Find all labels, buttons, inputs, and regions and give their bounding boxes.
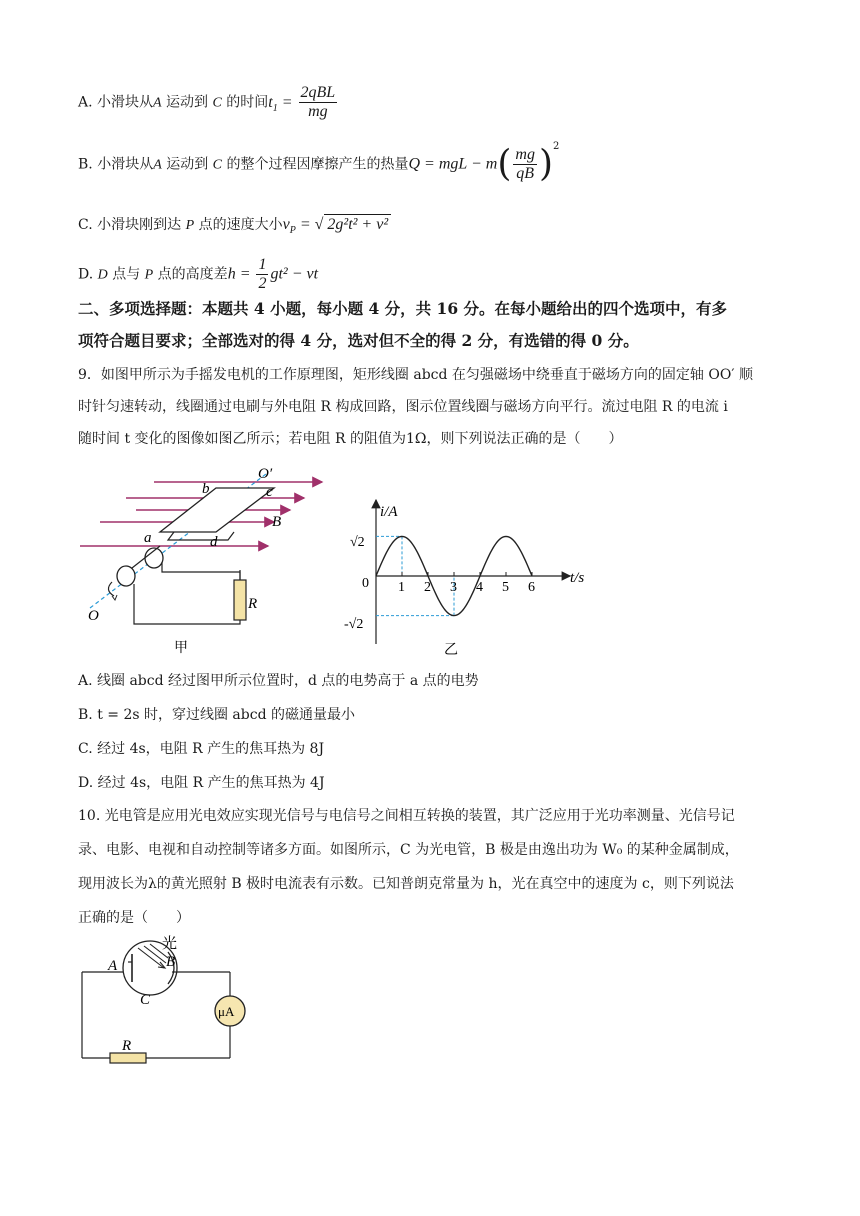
label-tube-c: C — [140, 992, 151, 1008]
slip-ring-1 — [117, 566, 135, 586]
q10-text-line-2: 录、电影、电视和自动控制等诸多方面。如图所示，C 为光电管，B 极是由逸出功为 W₀ 的某种金属制成， — [78, 842, 739, 858]
q8-option-b: B. 小滑块从A 运动到 C 的整个过程因摩擦产生的热量Q = mgL − m( $\frac{mg}{qB}$ )$^2$ — [78, 140, 560, 185]
q8-option-d: D. D 点与 P 点的高度差h = $\frac{1}{2}$ gt² − vt — [78, 256, 319, 292]
x-tick-label: 3 — [450, 580, 457, 595]
label-o: O — [88, 608, 99, 624]
label-b: b — [202, 481, 210, 497]
label-d: d — [210, 534, 218, 550]
resistor-r2 — [110, 1053, 146, 1063]
q10-text-line-1: 10. 光电管是应用光电效应实现光信号与电信号之间相互转换的装置，其广泛应用于光功率测量、光信号记 — [78, 808, 735, 824]
caption-jia: 甲 — [174, 641, 188, 656]
q10-text-line-3: 现用波长为λ的黄光照射 B 极时电流表有示数。已知普朗克常量为 h，光在真空中的速度为 c，则下列说法 — [78, 876, 734, 892]
label-c: c — [266, 484, 273, 500]
q9-text-line-2: 时针匀速转动，线圈通过电刷与外电阻 R 构成回路，图示位置线圈与磁场方向平行。流过电阻 R 的电流 i — [78, 399, 728, 415]
label-cathode-b: B — [166, 954, 176, 970]
q8-option-a: A. 小滑块从A 运动到 C 的时间$t_1$ = $\frac{\text{2qBL}}{mg}$ — [78, 84, 336, 120]
circuit-wire — [134, 570, 240, 624]
q9-text-line-1: 9．如图甲所示为手摇发电机的工作原理图，矩形线圈 abcd 在匀强磁场中绕垂直于磁场方向的固定轴 OO′ 顺 — [78, 367, 753, 383]
label-meter: μA — [218, 1004, 235, 1019]
label-r: R — [248, 596, 258, 612]
label-o-prime: O′ — [258, 466, 273, 482]
y-tick-top: √2 — [350, 535, 365, 550]
q8-option-c: C. 小滑块刚到达 P 点的速度大小$v_P$ = √ 2g²t² + v² — [78, 214, 391, 241]
x-tick-label: 5 — [502, 580, 509, 595]
x-tick-label: 6 — [528, 580, 535, 595]
label-anode-a: A — [108, 958, 118, 974]
x-tick-label: 1 — [398, 580, 405, 595]
q9-option-a: A. 线圈 abcd 经过图甲所示位置时，d 点的电势高于 a 点的电势 — [78, 673, 479, 689]
label-a: a — [144, 530, 152, 546]
x-tick-label: 2 — [424, 580, 431, 595]
y-tick-bottom: -√2 — [344, 617, 364, 632]
figure-jia-generator — [76, 460, 336, 660]
q9-text-line-3: 随时间 t 变化的图像如图乙所示；若电阻 R 的阻值为1Ω，则下列说法正确的是（ ） — [78, 431, 623, 447]
label-field-b: B — [272, 514, 282, 530]
q10-text-line-4: 正确的是（ ） — [78, 910, 190, 926]
resistor-r — [234, 580, 246, 620]
label-r-q10: R — [122, 1038, 132, 1054]
x-tick-label: 4 — [476, 580, 483, 595]
section-heading-line-1: 二、多项选择题：本题共 4 小题，每小题 4 分，共 16 分。在每小题给出的四个选项中，有多 — [78, 299, 728, 318]
q9-option-b: B. t = 2s 时，穿过线圈 abcd 的磁通量最小 — [78, 707, 355, 723]
q9-option-c: C. 经过 4s，电阻 R 产生的焦耳热为 8J — [78, 741, 325, 757]
x-axis-label: t/s — [570, 570, 585, 586]
origin-label: 0 — [362, 576, 369, 591]
label-light: 光 — [162, 936, 178, 952]
y-axis-label: i/A — [380, 504, 398, 520]
figure-photocell-circuit — [74, 932, 264, 1072]
section-heading-line-2: 项符合题目要求；全部选对的得 4 分，选对但不全的得 2 分，有选错的得 0 分。 — [78, 331, 639, 350]
q9-option-d: D. 经过 4s，电阻 R 产生的焦耳热为 4J — [78, 775, 325, 791]
figure-yi-current-graph — [340, 494, 600, 664]
caption-yi: 乙 — [444, 643, 458, 658]
